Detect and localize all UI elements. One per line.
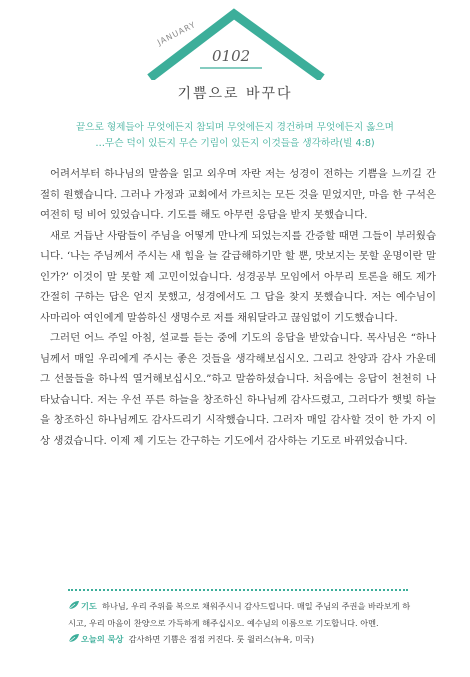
month-label: JANUARY [155, 19, 198, 47]
date-label: 0102 [212, 47, 251, 65]
body-paragraph: 어려서부터 하나님의 말씀을 읽고 외우며 자란 저는 성경이 전하는 기쁨을 느끼길 간절히 원했습니다. 그러나 가정과 교회에서 가르치는 모든 것을 믿었지만, 마음 한 구석은 여전히 텅 비어 있었습니다. 기도를 해도 아무런 응답을 받지 못했습니다. [40, 168, 436, 221]
prayer-text: 하나님, 우리 주위를 복으로 채워주시니 감사드립니다. 매일 주님의 주권을 바라보게 하시고, 우리 마음이 찬양으로 가득하게 해주십시오. 예수님의 이름으로 기도합니다. 아멘. [68, 601, 411, 628]
prayer-note [68, 598, 413, 631]
leaf-icon [68, 633, 80, 643]
prayer-label: 기도 [81, 601, 97, 611]
dotted-divider [68, 589, 408, 591]
thought-text: 감사하면 기쁨은 점점 커진다. 룻 윌러스(뉴욕, 미국) [128, 634, 315, 644]
body-paragraph: 그러던 어느 주일 아침, 설교를 듣는 중에 기도의 응답을 받았습니다. 목사님은 “하나님께서 매일 우리에게 주시는 좋은 것들을 생각해보십시오. 그리고 찬양과 감사 가운데 그 선물들을 하나씩 열거해보십시오.”하고 말씀하셨습니다. 처음에는 응답이 천천히 나타났습니다. 저는 우선 푸른 하늘을 창조하신 하나님께 감사드렸고, 그러다가 햇빛 하늘을 창조하신 하나님께도 감사드리기 시작했습니다. 그러자 매일 감사할 것이 한 가지 이상 생겼습니다. 이제 제 기도는 간구하는 기도에서 감사하는 기도로 바뀌었습니다. [40, 332, 436, 447]
verse-line: 끝으로 형제들아 무엇에든지 참되며 무엇에든지 경건하며 무엇에든지 옳으며 [76, 122, 394, 133]
verse-line: …무슨 덕이 있든지 무슨 기림이 있든지 이것들을 생각하라(빌 4:8) [95, 138, 375, 149]
leaf-icon [68, 600, 80, 610]
scripture-verse [40, 120, 430, 152]
page-title: 기쁨으로 바꾸다 [177, 86, 293, 102]
devotion-notes [68, 598, 413, 648]
devotion-header [0, 0, 470, 110]
thought-note [68, 631, 413, 648]
roof-icon [0, 0, 470, 80]
thought-label: 오늘의 묵상 [81, 634, 124, 644]
devotion-body [40, 164, 436, 451]
body-paragraph: 새로 거듭난 사람들이 주님을 어떻게 만나게 되었는지를 간증할 때면 그들이 부러웠습니다. ‘나는 주님께서 주시는 새 힘을 늘 갈급해하기만 할 뿐, 맛보지는 못할 운명이란 말인가?’ 이것이 말 못할 제 고민이었습니다. 성경공부 모임에서 아무리 토론을 해도 제가 간절히 구하는 답은 얻지 못했고, 성경에서도 그 답을 찾지 못했습니다. 저는 예수님이 사마리아 여인에게 말씀하신 생명수로 저를 채워달라고 끊임없이 기도했습니다. [40, 229, 436, 324]
